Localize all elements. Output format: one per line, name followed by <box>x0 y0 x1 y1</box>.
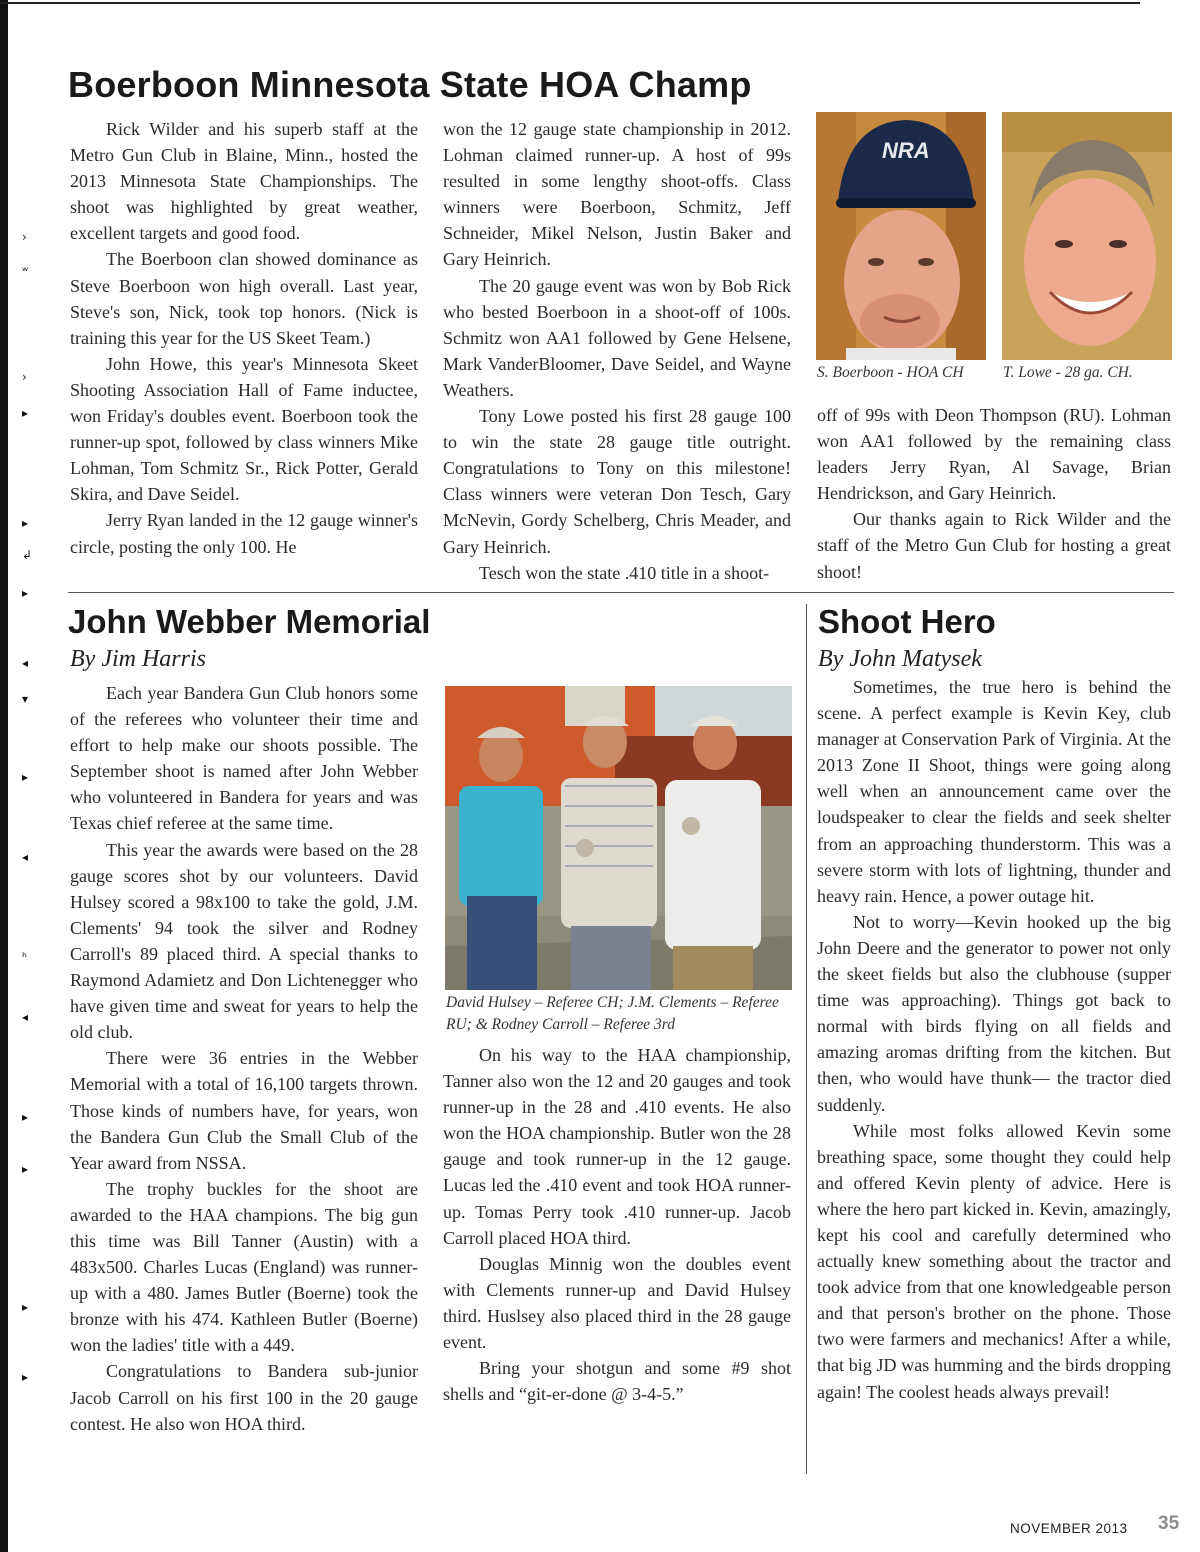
boerboon-column-2 <box>443 116 791 586</box>
paragraph: Rick Wilder and his superb staff at the Metro Gun Club in Blaine, Minn., hosted the 2013 Minnesota State Championships. The shoot was highlighted by great weather, excellent targets and good food. <box>70 119 418 244</box>
paragraph: While most folks allowed Kevin some breathing space, some thought they could help and offered Kevin plenty of advice. Here is where the hero part kicked in. Kevin, amazingly, kept his cool and carefully determined who actually knew something about the tractor and took advice from that one knowledgeable person and that person's brother on the phone. Those two were farmers and mechanics! After a while, that big JD was humming and the birds dropping again! The coolest heads always prevail! <box>817 1120 1171 1402</box>
byline-harris: By Jim Harris <box>70 646 206 672</box>
caption-referees: David Hulsey – Referee CH; J.M. Clements – Referee RU; & Rodney Carroll – Referee 3rd <box>446 994 779 1033</box>
paragraph: Each year Bandera Gun Club honors some of the referees who volunteer their time and effort to help make our shoots possible. The September shoot is named after John Webber who volunteered in Bandera for years and was Texas chief referee at the same time. <box>70 683 418 834</box>
paragraph: Not to worry—Kevin hooked up the big John Deere and the generator to power not only the skeet fields but also the clubhouse (supper time was approaching). Things got back to normal with birds flying on all fields and amazing aromas drifting from the kitchen. But then, who would have thunk— the tractor died suddenly. <box>817 911 1171 1115</box>
paragraph: The 20 gauge event was won by Bob Rick who bested Boerboon in a shoot-off of 100s. Schmitz won AA1 followed by Gene Helsene, Mark VanderBloomer, Dave Seidel, and Wayne Weathers. <box>443 275 791 400</box>
boerboon-column-1 <box>70 116 418 560</box>
section-divider <box>68 592 1174 593</box>
paragraph: Bring your shotgun and some #9 shot shells and “git-er-done @ 3-4-5.” <box>443 1358 791 1405</box>
paragraph: Sometimes, the true hero is behind the scene. A perfect example is Kevin Key, club manager at Conservation Park of Virginia. At the 2013 Zone II Shoot, things were going along well when an announcement came over the loudspeaker to clear the fields and seek shelter from an approaching thunderstorm. This was a severe storm with lots of lightning, thunder and heavy rain. Hence, a power outage hit. <box>817 677 1171 906</box>
byline-matysek: By John Matysek <box>818 646 982 672</box>
article-title-webber: John Webber Memorial <box>68 603 431 640</box>
paragraph: The trophy buckles for the shoot are awarded to the HAA champions. The big gun this time was Bill Tanner (Austin) with a 483x500. Charles Lucas (England) was runner-up with a 480. James Butler (Boerne) took the bronze with his 474. Kathleen Butler (Boerne) won the ladies' title with a 449. <box>70 1178 418 1356</box>
paragraph: The Boerboon clan showed dominance as Steve Boerboon won high overall. Last year, Steve's son, Nick, took top honors. (Nick is training this year for the US Skeet Team.) <box>70 249 418 348</box>
paragraph: This year the awards were based on the 28 gauge scores shot by our volunteers. David Hulsey scored a 98x100 to take the gold, J.M. Clements' 94 took the silver and Rodney Carroll's 89 placed third. A special thanks to Raymond Adamietz and Don Lichtenegger who have given time and sweat for years to help the old club. <box>70 839 418 1043</box>
paragraph: Jerry Ryan landed in the 12 gauge winner's circle, posting the only 100. He <box>70 510 418 557</box>
top-rule <box>0 2 1140 4</box>
column-divider <box>806 604 807 1474</box>
cap-logo: NRA <box>882 138 930 163</box>
paragraph: Douglas Minnig won the doubles event with Clements runner-up and David Hulsey third. Huslsey also placed third in the 28 gauge event. <box>443 1253 791 1353</box>
webber-column-1 <box>70 680 418 1437</box>
photo-referees <box>445 686 792 990</box>
caption-boerboon: S. Boerboon - HOA CH <box>817 364 964 381</box>
photo-boerboon <box>816 112 986 360</box>
paragraph: On his way to the HAA championship, Tanner also won the 12 and 20 gauges and took runner-up in the 28 and .410 events. He also won the HOA championship. Butler won the 28 gauge and took runner-up in the 12 gauge. Lucas led the .410 event and took HOA runner-up. Tomas Perry took .410 runner-up. Jacob Carroll placed HOA third. <box>443 1045 791 1248</box>
photo-lowe <box>1002 112 1172 360</box>
caption-lowe: T. Lowe - 28 ga. CH. <box>1003 364 1133 381</box>
scan-edge-bar <box>0 0 8 1552</box>
article-title-boerboon: Boerboon Minnesota State HOA Champ <box>68 64 752 105</box>
paragraph: John Howe, this year's Minnesota Skeet Shooting Association Hall of Fame inductee, won Friday's doubles event. Boerboon took the runner-up spot, followed by class winners Mike Lohman, Tom Schmitz Sr., Rick Potter, Gerald Skira, and Dave Seidel. <box>70 353 418 505</box>
paragraph: off of 99s with Deon Thompson (RU). Lohman won AA1 followed by the remaining class leaders Jerry Ryan, Al Savage, Brian Hendrickson, and Gary Heinrich. <box>817 405 1171 504</box>
issue-date: NOVEMBER 2013 <box>1010 1521 1128 1536</box>
paragraph: Congratulations to Bandera sub-junior Jacob Carroll on his first 100 in the 20 gauge contest. He also won HOA third. <box>70 1361 418 1434</box>
shoot-hero-column <box>817 674 1171 1405</box>
scan-margin-marks: › ʷ › ▸ ▸ ↲ ▸ ◂ ▾ ▸ ◂ ʰ ◂ ▸ ▸ ▸ ▸ <box>22 230 33 1384</box>
paragraph: Our thanks again to Rick Wilder and the staff of the Metro Gun Club for hosting a great shoot! <box>817 509 1171 582</box>
paragraph: won the 12 gauge state championship in 2012. Lohman claimed runner-up. A host of 99s resulted in some lengthy shoot-offs. Class winners were Boerboon, Schmitz, Jeff Schneider, Mikel Nelson, Justin Baker and Gary Heinrich. <box>443 119 791 270</box>
paragraph: Tesch won the state .410 title in a shoot- <box>479 562 770 583</box>
article-title-shoot-hero: Shoot Hero <box>818 603 996 640</box>
boerboon-column-3 <box>817 402 1171 585</box>
paragraph: Tony Lowe posted his first 28 gauge 100 to win the state 28 gauge title outright. Congratulations to Tony on this milestone! Class winners were veteran Don Tesch, Gary McNevin, Gordy Schelberg, Chris Meader, and Gary Heinrich. <box>443 406 791 557</box>
page-number: 35 <box>1158 1513 1180 1534</box>
paragraph: There were 36 entries in the Webber Memorial with a total of 16,100 targets thrown. Those kinds of numbers have, for years, won the Bandera Gun Club the Small Club of the Year award from NSSA. <box>70 1048 418 1173</box>
webber-column-2 <box>443 1042 791 1407</box>
